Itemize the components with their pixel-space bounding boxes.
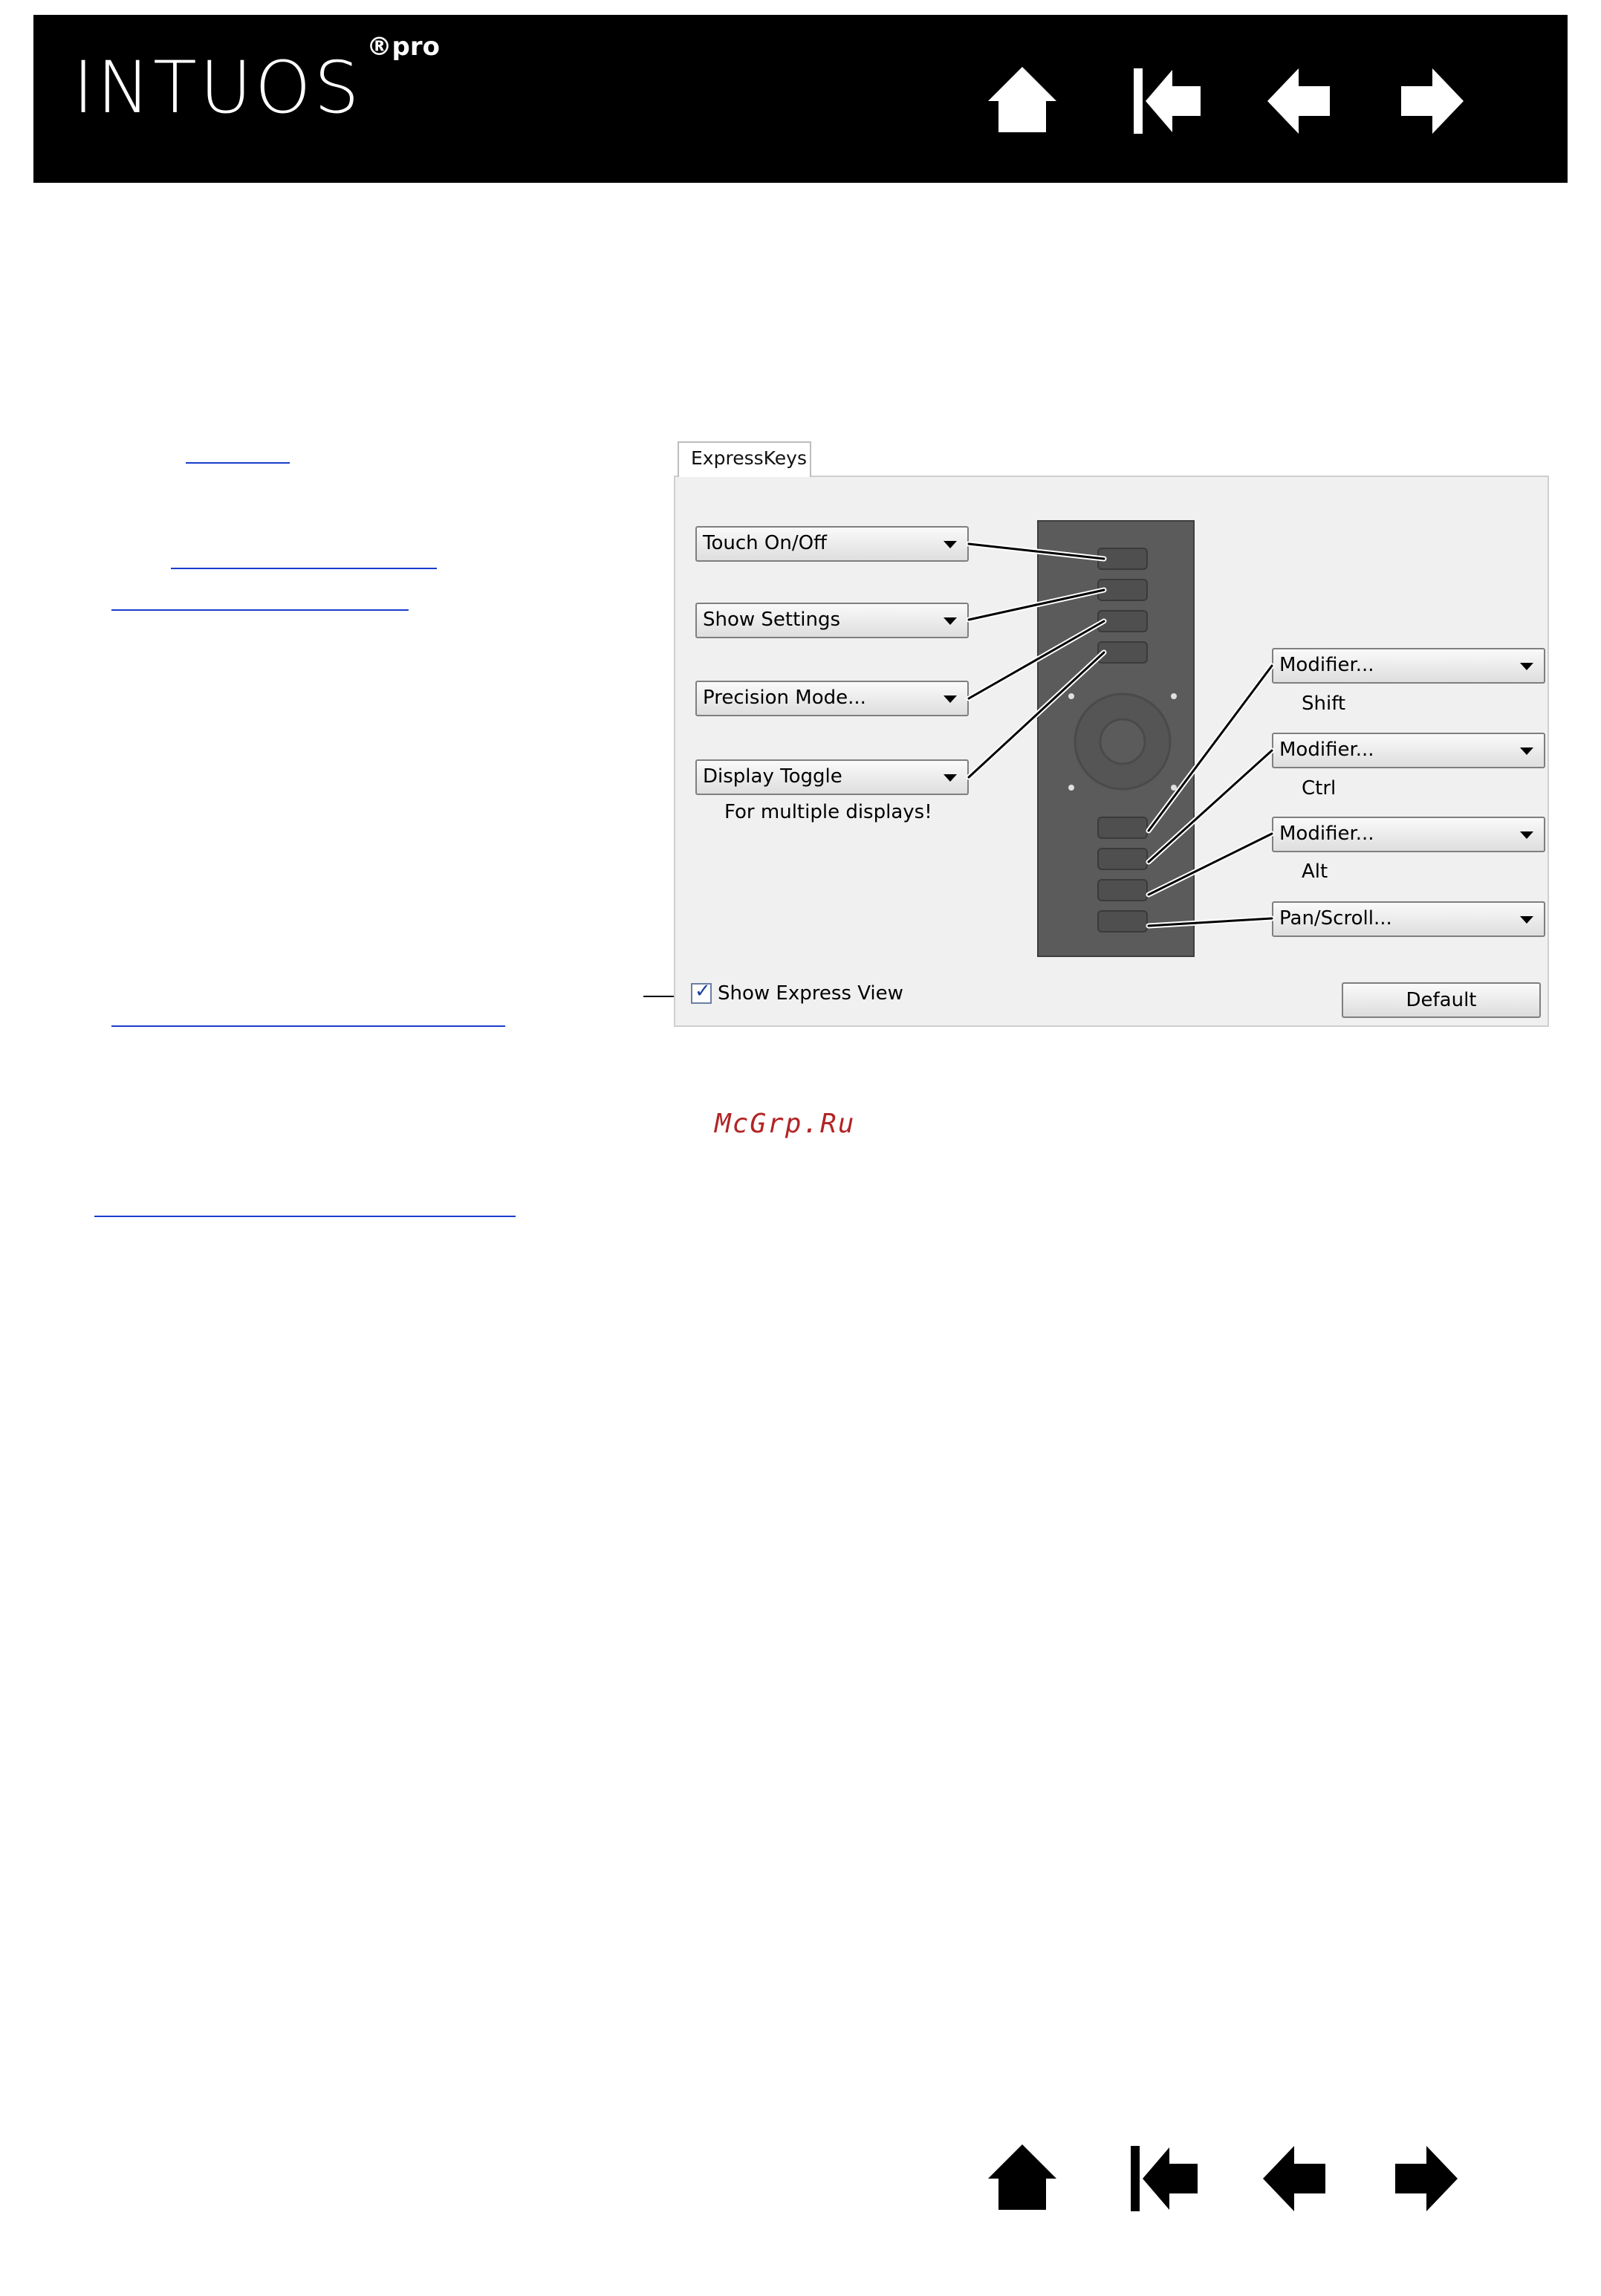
chevron-down-icon	[944, 541, 957, 548]
modifier-ctrl-dropdown[interactable]: Modifier...	[1272, 733, 1545, 768]
previous-page-icon[interactable]	[1259, 2141, 1333, 2216]
modifier-ctrl-note: Ctrl	[1302, 777, 1337, 800]
chevron-down-icon	[1520, 831, 1533, 839]
chevron-down-icon	[1520, 748, 1533, 755]
display-toggle-dropdown[interactable]: Display Toggle	[695, 759, 969, 795]
link-underline[interactable]	[186, 462, 290, 464]
modifier-shift-note: Shift	[1302, 693, 1346, 715]
chevron-down-icon	[1520, 663, 1533, 670]
touch-on-off-dropdown[interactable]: Touch On/Off	[695, 526, 969, 562]
watermark: McGrp.Ru	[715, 1109, 856, 1139]
pan-scroll-dropdown[interactable]: Pan/Scroll...	[1272, 901, 1545, 937]
tab-expresskeys[interactable]: ExpressKeys	[678, 441, 811, 477]
modifier-alt-dropdown[interactable]: Modifier...	[1272, 817, 1545, 852]
first-page-icon[interactable]	[1126, 2141, 1201, 2216]
link-underline[interactable]	[111, 1025, 505, 1027]
tablet-illustration	[1037, 520, 1195, 957]
chevron-down-icon	[944, 774, 957, 782]
home-icon[interactable]	[985, 2141, 1059, 2216]
chevron-down-icon	[944, 695, 957, 703]
home-icon[interactable]	[985, 64, 1059, 138]
modifier-shift-dropdown[interactable]: Modifier...	[1272, 648, 1545, 684]
precision-mode-dropdown[interactable]: Precision Mode...	[695, 681, 969, 716]
link-underline[interactable]	[111, 609, 409, 611]
show-express-view-label: Show Express View	[718, 982, 903, 1005]
chevron-down-icon	[944, 617, 957, 625]
display-toggle-note: For multiple displays!	[724, 801, 932, 823]
link-underline[interactable]	[171, 568, 437, 569]
default-button[interactable]: Default	[1342, 982, 1541, 1018]
first-page-icon[interactable]	[1129, 64, 1204, 138]
previous-page-icon[interactable]	[1263, 64, 1337, 138]
checkmark-icon: ✓	[695, 980, 711, 1002]
chevron-down-icon	[1520, 916, 1533, 924]
modifier-alt-note: Alt	[1302, 860, 1328, 883]
link-underline[interactable]	[94, 1216, 516, 1217]
next-page-icon[interactable]	[1388, 2141, 1462, 2216]
show-settings-dropdown[interactable]: Show Settings	[695, 603, 969, 638]
intuos-pro-logo: INTUOS $^{®pro}$	[73, 32, 440, 129]
next-page-icon[interactable]	[1394, 64, 1468, 138]
show-express-view-checkbox[interactable]	[691, 980, 712, 1004]
